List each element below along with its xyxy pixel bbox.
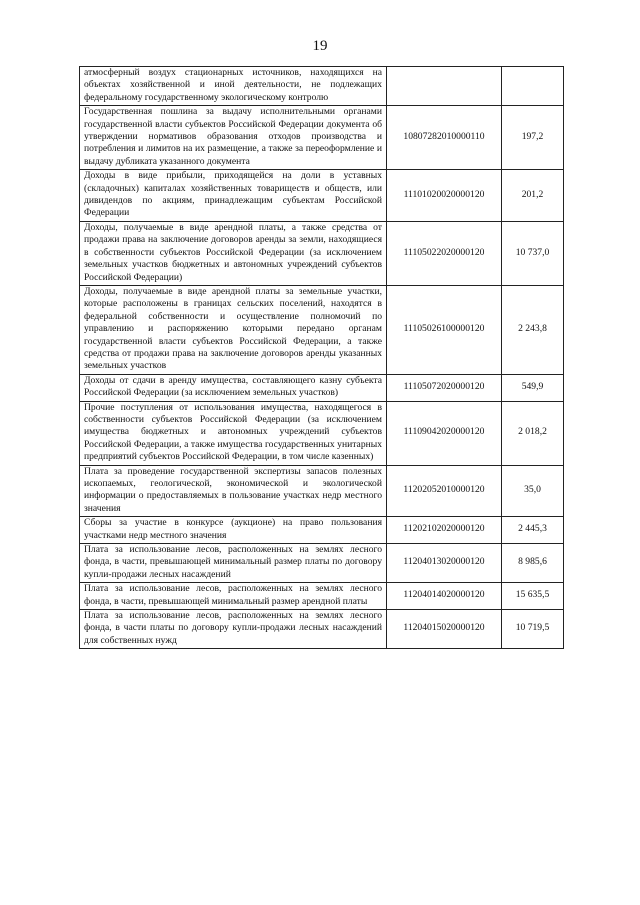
budget-code-cell: 11109042020000120 [387,401,502,465]
table-row [80,106,564,170]
revenue-name-cell: Прочие поступления от использования имущества, находящегося в собственности субъектов Российской Федерации (за исключением имущества бюджетных и автономных учреждений субъектов Российской Федерации, а также имущества государственных унитарных предприятий субъектов Российской Федерации, в том числе казенных) [80,401,387,465]
budget-code-cell: 11105072020000120 [387,374,502,401]
revenue-name-cell: Плата за проведение государственной экспертизы запасов полезных ископаемых, геологической, экономической и экологической информации о предоставляемых в пользование участках недр местного значения [80,465,387,517]
table-row [80,221,564,285]
budget-code-cell: 11101020020000120 [387,170,502,222]
amount-cell: 8 985,6 [502,544,564,583]
revenue-table [79,66,564,649]
amount-cell: 10 719,5 [502,610,564,649]
table-row [80,374,564,401]
amount-cell: 10 737,0 [502,221,564,285]
revenue-name-cell: атмосферный воздух стационарных источников, находящихся на объектах хозяйственной и иной деятельности, не подлежащих федеральному государственному экологическому контролю [80,67,387,106]
budget-code-cell: 11204014020000120 [387,583,502,610]
revenue-name-cell: Доходы в виде прибыли, приходящейся на доли в уставных (складочных) капиталах хозяйственных товариществ и обществ, или дивидендов по акциям, принадлежащим субъектам Российской Федерации [80,170,387,222]
amount-cell: 197,2 [502,106,564,170]
amount-cell: 549,9 [502,374,564,401]
table-row [80,285,564,374]
table-row [80,465,564,517]
revenue-name-cell: Государственная пошлина за выдачу исполнительными органами государственной власти субъектов Российской Федерации документа об утверждении нормативов образования отходов производства и потребления и лимитов на их размещение, а также за переоформление и выдачу дубликата указанного документа [80,106,387,170]
amount-cell: 15 635,5 [502,583,564,610]
table-row [80,67,564,106]
revenue-name-cell: Доходы, получаемые в виде арендной платы за земельные участки, которые расположены в границах сельских поселений, находятся в федеральной собственности и осуществление полномочий по управлению и распоряжению которыми передано органам государственной власти субъектов Российской Федерации, а также средства от продажи права на заключение договоров аренды указанных земельных участков [80,285,387,374]
table-row [80,170,564,222]
table-row [80,610,564,649]
budget-code-cell: 11105026100000120 [387,285,502,374]
amount-cell: 201,2 [502,170,564,222]
budget-code-cell: 11202102020000120 [387,517,502,544]
revenue-name-cell: Сборы за участие в конкурсе (аукционе) на право пользования участками недр местного значения [80,517,387,544]
revenue-name-cell: Плата за использование лесов, расположенных на землях лесного фонда, в части платы по договору купли-продажи лесных насаждений для собственных нужд [80,610,387,649]
page-number: 19 [312,38,328,54]
revenue-name-cell: Доходы, получаемые в виде арендной платы, а также средства от продажи права на заключение договоров аренды за земли, находящиеся в собственности субъектов Российской Федерации (за исключением земельных участков бюджетных и автономных учреждений субъектов Российской Федерации) [80,221,387,285]
table-row [80,544,564,583]
budget-code-cell: 11204015020000120 [387,610,502,649]
amount-cell [502,67,564,106]
budget-code-cell: 11202052010000120 [387,465,502,517]
budget-code-cell: 11204013020000120 [387,544,502,583]
budget-code-cell: 11105022020000120 [387,221,502,285]
table-row [80,583,564,610]
revenue-name-cell: Плата за использование лесов, расположенных на землях лесного фонда, в части, превышающей минимальный размер арендной платы [80,583,387,610]
budget-code-cell: 10807282010000110 [387,106,502,170]
budget-code-cell [387,67,502,106]
revenue-name-cell: Плата за использование лесов, расположенных на землях лесного фонда, в части, превышающей минимальный размер платы по договору купли-продажи лесных насаждений [80,544,387,583]
amount-cell: 35,0 [502,465,564,517]
amount-cell: 2 445,3 [502,517,564,544]
revenue-name-cell: Доходы от сдачи в аренду имущества, составляющего казну субъекта Российской Федерации (за исключением земельных участков) [80,374,387,401]
amount-cell: 2 243,8 [502,285,564,374]
table-row [80,517,564,544]
revenue-table-body [80,67,564,649]
table-row [80,401,564,465]
amount-cell: 2 018,2 [502,401,564,465]
